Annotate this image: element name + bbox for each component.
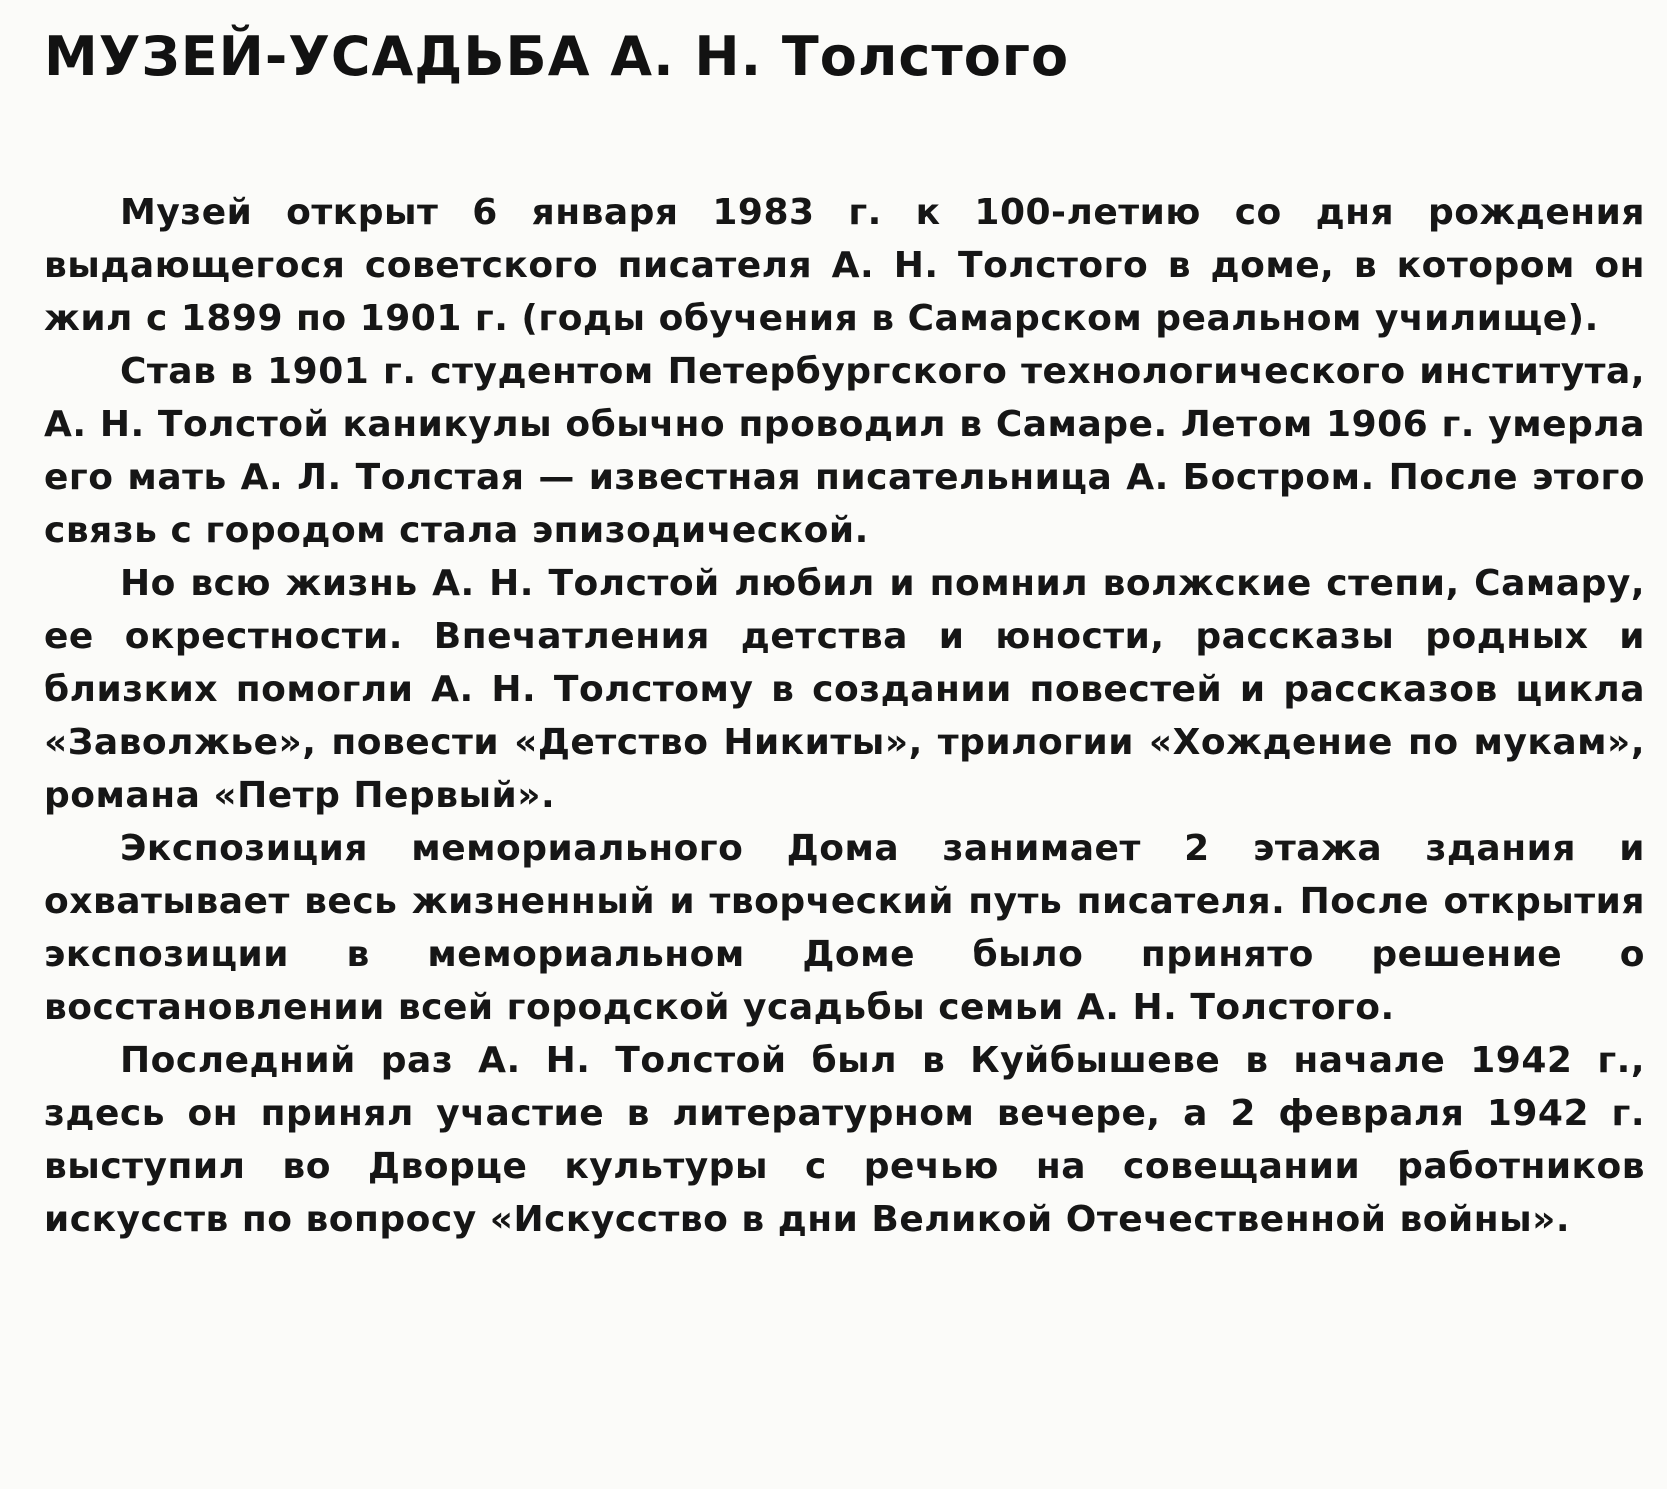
- paragraph-volga-memories: Но всю жизнь А. Н. Толстой любил и помнил волжские степи, Самару, ее окрестности. Впечатления детства и юности, рассказы родных и близких помогли А. Н. Толстому в создании повестей и рассказов цикла «Заволжье», повести «Детство Никиты», трилогии «Хождение по мукам», романа «Петр Первый».: [44, 563, 1645, 816]
- paragraph-museum-opening: Музей открыт 6 января 1983 г. к 100-летию со дня рождения выдающегося советского писателя А. Н. Толстого в доме, в котором он жил с 1899 по 1901 г. (годы обучения в Самарском реальном училище).: [44, 192, 1645, 339]
- document-title: МУЗЕЙ-УСАДЬБА А. Н. Толстого: [44, 25, 1070, 88]
- paragraph-exposition: Экспозиция мемориального Дома занимает 2 этажа здания и охватывает весь жизненный и творческий путь писателя. После открытия экспозиции в мемориальном Доме было принято решение о восстановлении всей городской усадьбы семьи А. Н. Толстого.: [44, 828, 1645, 1028]
- paragraph-last-visit: Последний раз А. Н. Толстой был в Куйбышеве в начале 1942 г., здесь он принял участие в литературном вечере, а 2 февраля 1942 г. выступил во Дворце культуры с речью на совещании работников искусств по вопросу «Искусство в дни Великой Отечественной войны».: [44, 1040, 1645, 1240]
- paragraph-student-years: Став в 1901 г. студентом Петербургского технологического института, А. Н. Толстой каникулы обычно проводил в Самаре. Летом 1906 г. умерла его мать А. Л. Толстая — известная писательница А. Бостром. После этого связь с городом стала эпизодической.: [44, 351, 1645, 551]
- article-body: [44, 186, 1645, 1246]
